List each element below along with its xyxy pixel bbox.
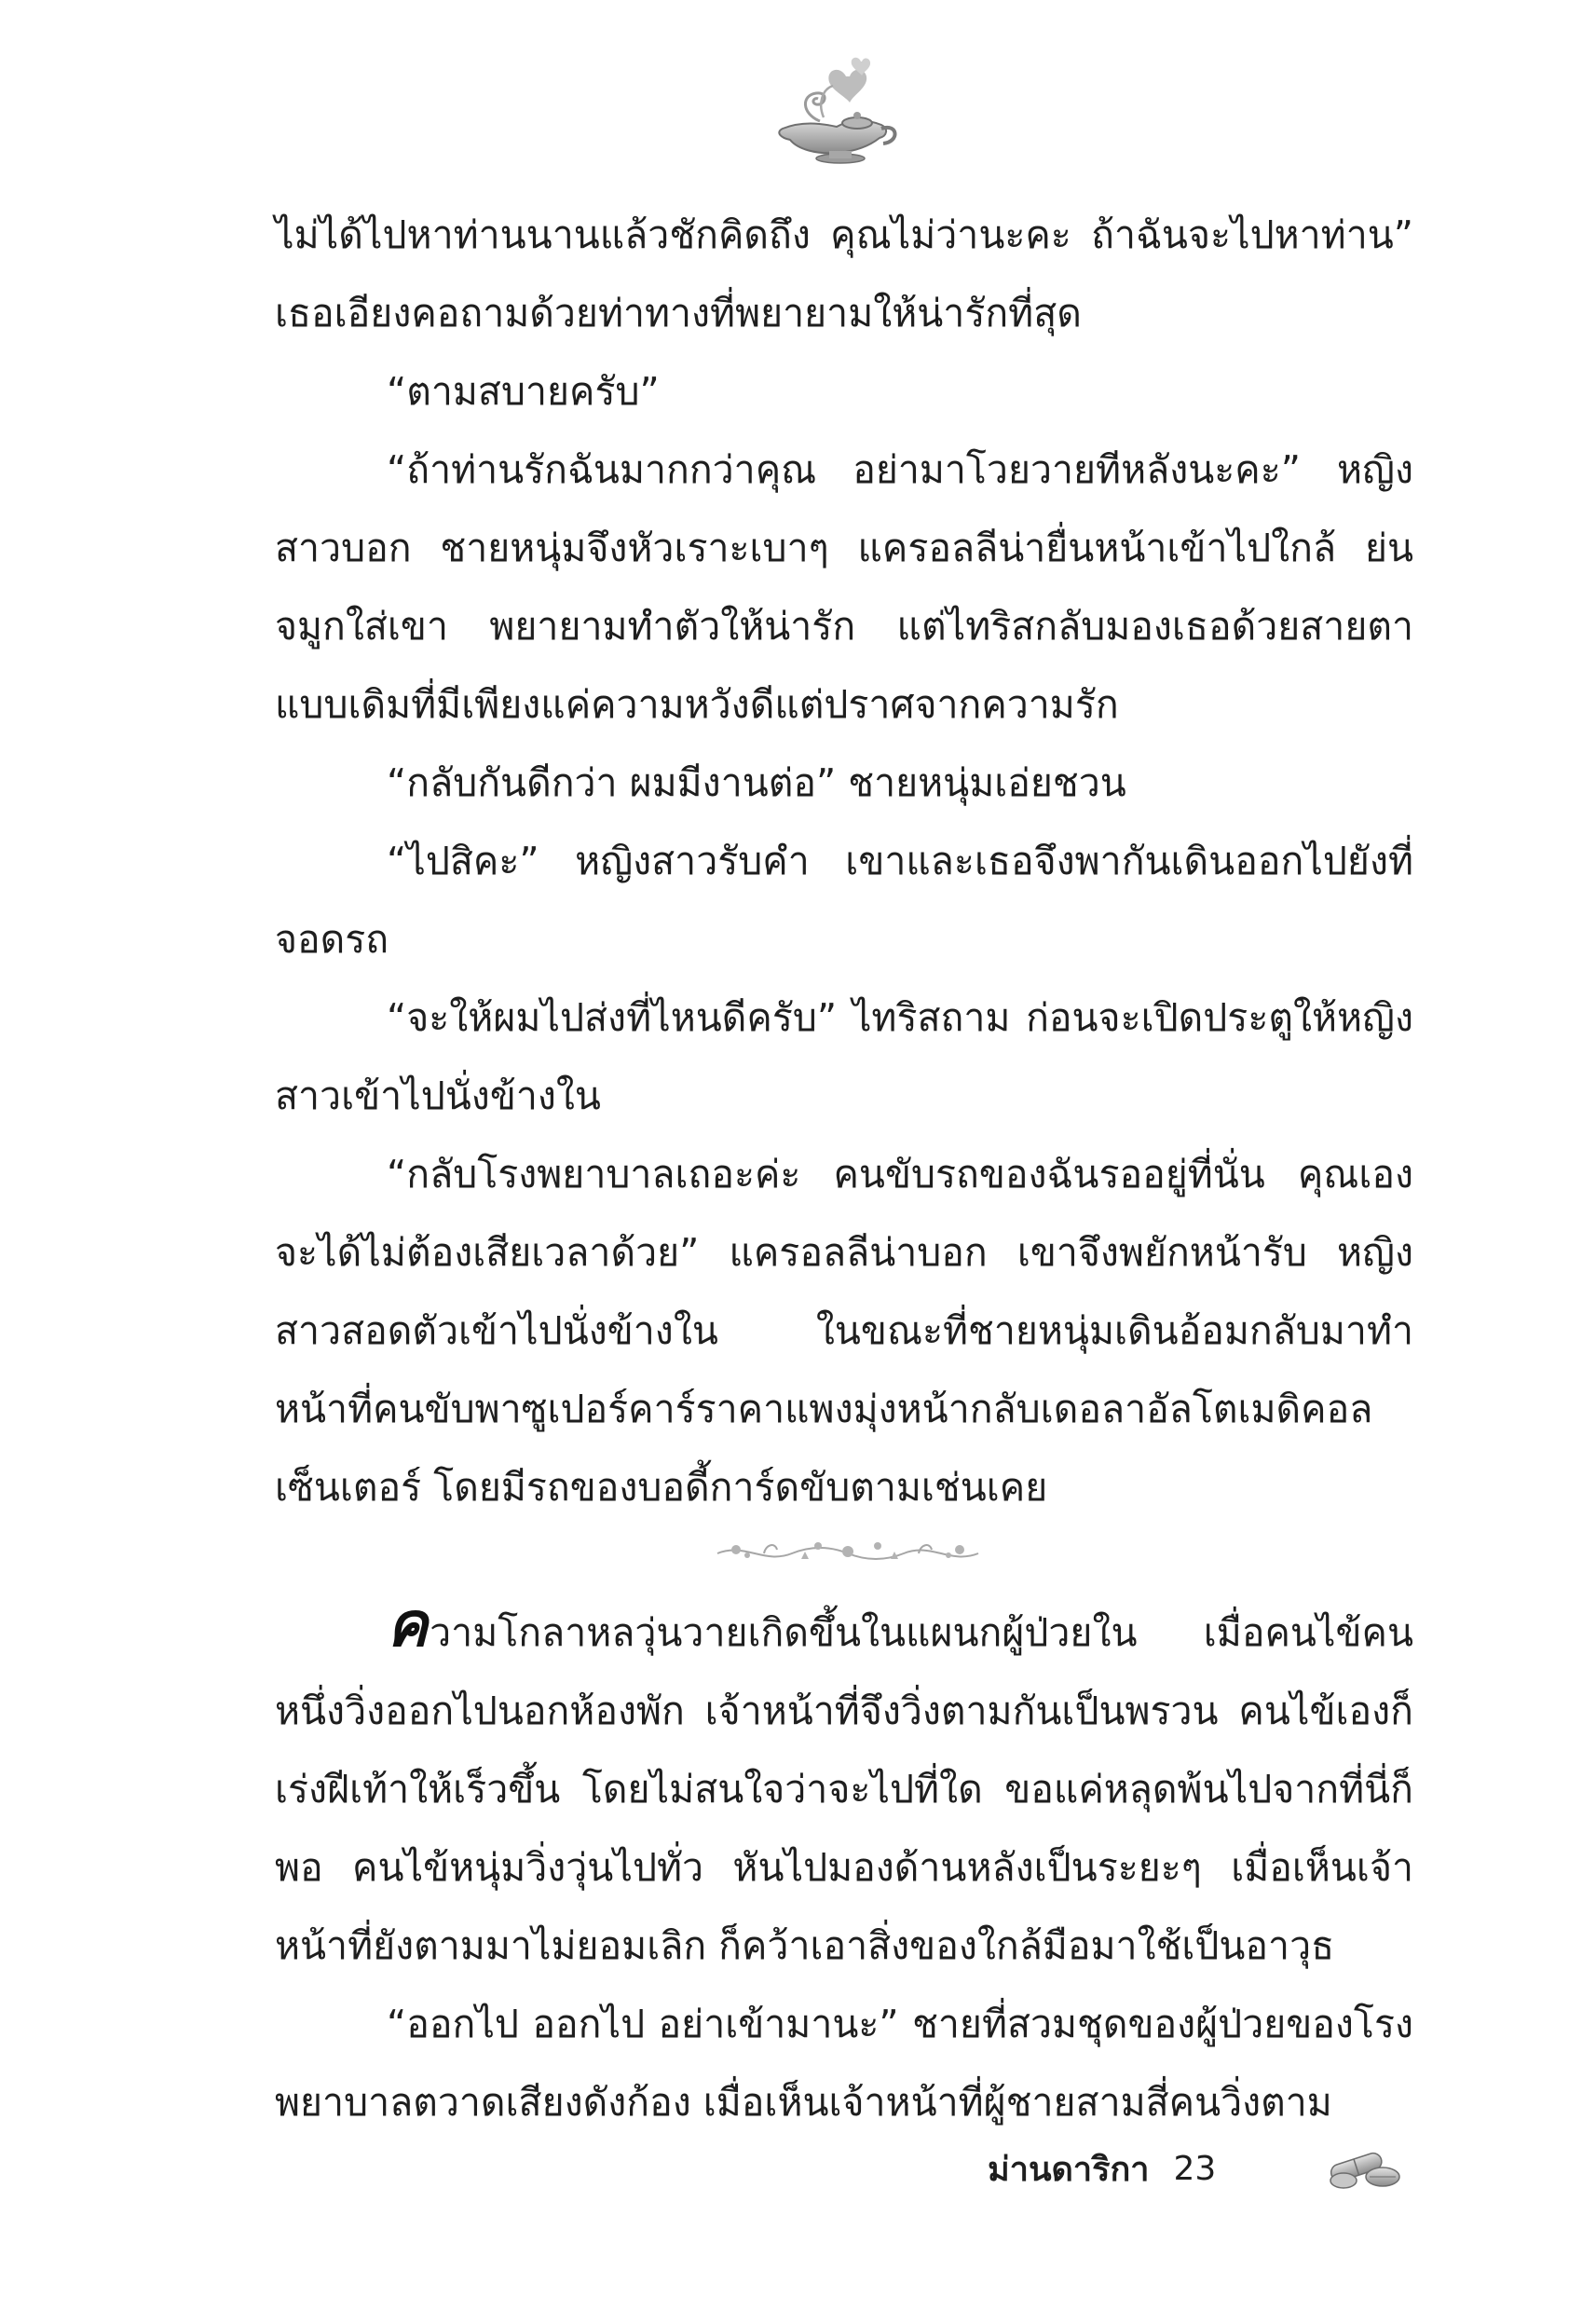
page-number: 23 xyxy=(1173,2149,1217,2188)
floral-divider-icon xyxy=(708,1533,988,1570)
paragraph: “จะให้ผมไปส่งที่ไหนดีครับ” ไทริสถาม ก่อนจะเปิดประตูให้หญิงสาวเข้าไปนั่งข้างใน xyxy=(275,995,1413,1118)
pills-icon xyxy=(1321,2140,1407,2194)
paragraph-text: วามโกลาหลวุ่นวายเกิดขึ้นในแผนกผู้ป่วยใน เมื่อคนไข้คนหนึ่งวิ่งออกไปนอกห้องพัก เจ้าหน้าที่จึงวิ่งตามกันเป็นพรวน คนไข้เองก็เร่งฝีเท้าให้เร็วขึ้น โดยไม่สนใจว่าจะไปที่ใด ขอแค่หลุดพ้นไปจากที่นี่ก็พอ คนไข้หนุ่มวิ่งวุ่นไปทั่ว หันไปมองด้านหลังเป็นระยะๆ เมื่อเห็นเจ้าหน้าที่ยังตามมาไม่ยอมเลิก ก็คว้าเอาสิ่งของใกล้มือมาใช้เป็นอาวุธ xyxy=(275,1610,1413,1968)
drop-cap: ค xyxy=(387,1589,429,1661)
genie-lamp-icon xyxy=(764,48,904,170)
paragraph xyxy=(275,1589,1413,1985)
paragraph: “กลับโรงพยาบาลเถอะค่ะ คนขับรถของฉันรออยู่ที่นั่น คุณเองจะได้ไม่ต้องเสียเวลาด้วย” แครอลลีน่าบอก เขาจึงพยักหน้ารับ หญิงสาวสอดตัวเข้าไปนั่งข้างใน ในขณะที่ชายหนุ่มเดินอ้อมกลับมาทำหน้าที่คนขับพาซูเปอร์คาร์ราคาแพงมุ่งหน้ากลับเดอลาอัลโตเมดิคอลเซ็นเตอร์ โดยมีรถของบอดี้การ์ดขับตามเช่นเคย xyxy=(275,1152,1413,1510)
text-block-2 xyxy=(275,1589,1413,2141)
paragraph: ไม่ได้ไปหาท่านนานแล้วชักคิดถึง คุณไม่ว่านะคะ ถ้าฉันจะไปหาท่าน” เธอเอียงคอถามด้วยท่าทางที่พยายามให้น่ารักที่สุด xyxy=(275,212,1413,335)
paragraph: “ถ้าท่านรักฉันมากกว่าคุณ อย่ามาโวยวายทีหลังนะคะ” หญิงสาวบอก ชายหนุ่มจึงหัวเราะเบาๆ แครอลลีน่ายื่นหน้าเข้าไปใกล้ ย่นจมูกใส่เขา พยายามทำตัวให้น่ารัก แต่ไทริสกลับมองเธอด้วยสายตาแบบเดิมที่มีเพียงแค่ความหวังดีแต่ปราศจากความรัก xyxy=(275,447,1413,727)
paragraph: “กลับกันดีกว่า ผมมีงานต่อ” ชายหนุ่มเอ่ยชวน xyxy=(387,760,1126,805)
page-footer xyxy=(988,2145,1216,2192)
text-block-1 xyxy=(275,196,1413,1526)
paragraph: “ไปสิคะ” หญิงสาวรับคำ เขาและเธอจึงพากันเดินออกไปยังที่จอดรถ xyxy=(275,839,1413,962)
book-title: ม่านดาริกา xyxy=(988,2150,1150,2189)
paragraph: “ตามสบายครับ” xyxy=(387,369,660,414)
paragraph: “ออกไป ออกไป อย่าเข้ามานะ” ชายที่สวมชุดของผู้ป่วยของโรงพยาบาลตวาดเสียงดังก้อง เมื่อเห็นเจ้าหน้าที่ผู้ชายสามสี่คนวิ่งตาม xyxy=(275,2002,1413,2125)
